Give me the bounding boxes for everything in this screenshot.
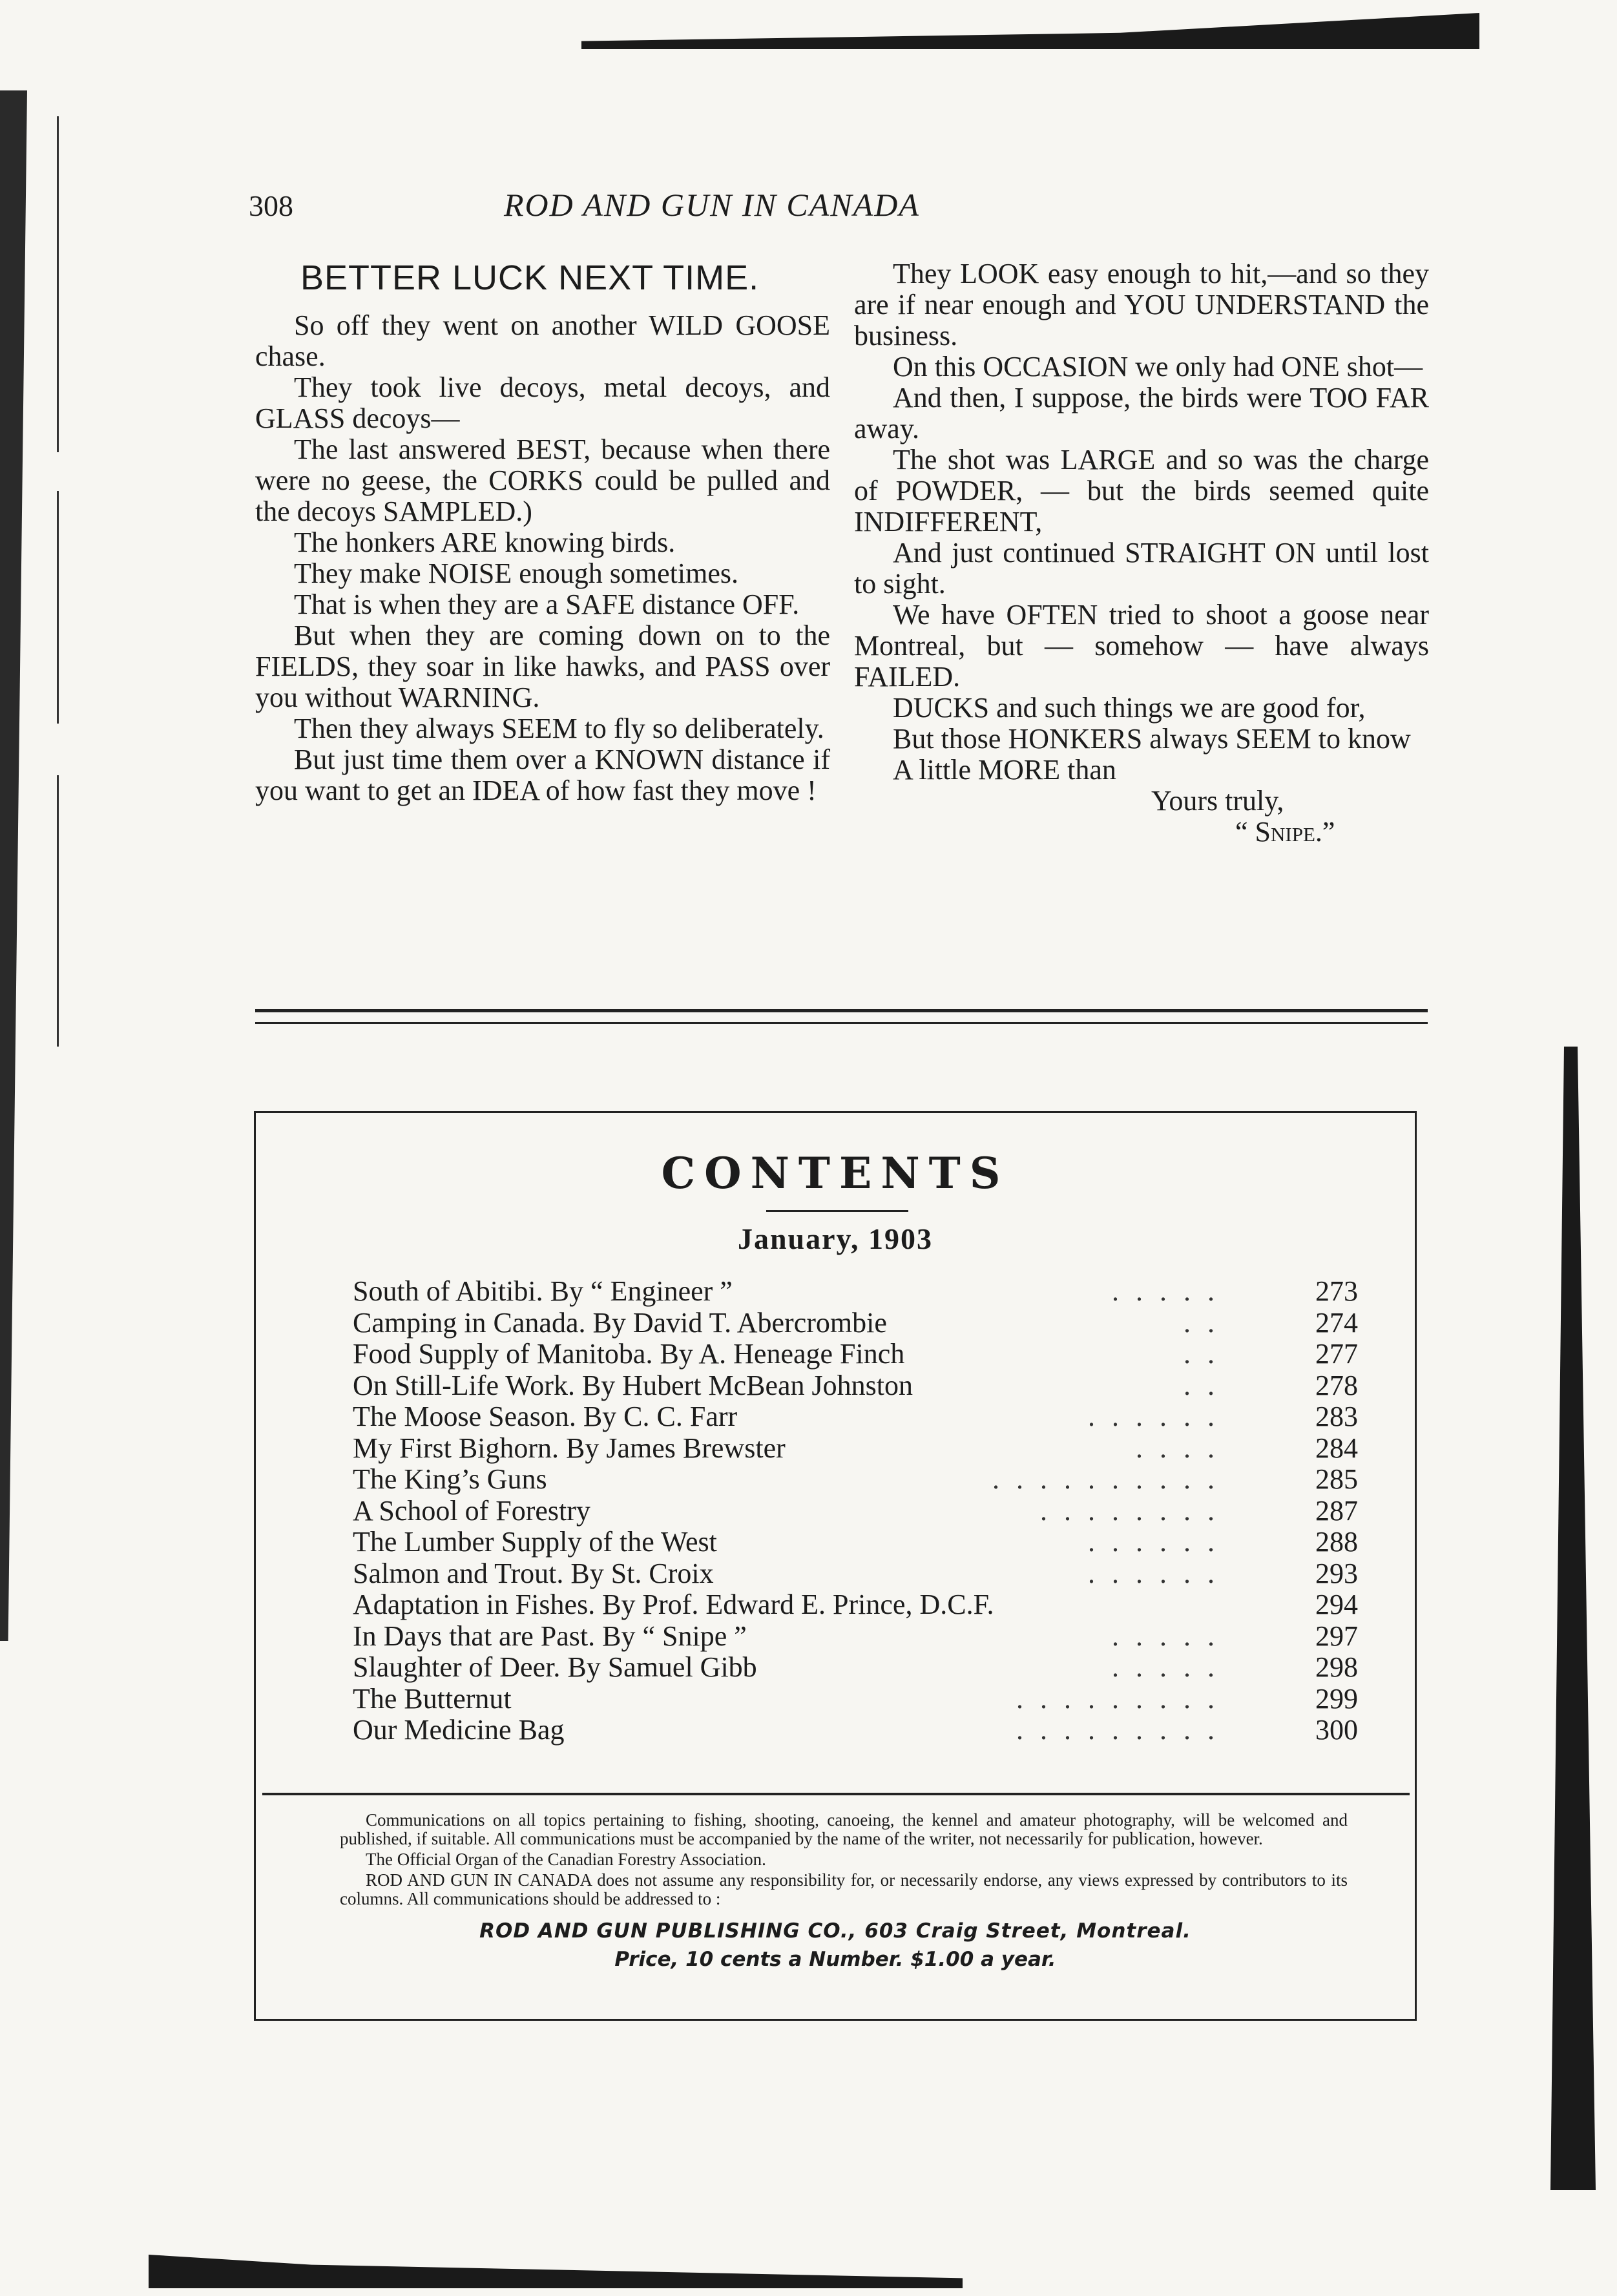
contents-title: CONTENTS: [661, 1148, 1010, 1198]
article-paragraph: The honkers ARE knowing birds.: [294, 527, 676, 558]
contents-date: January, 1903: [737, 1222, 934, 1255]
leader-dots: ........: [1040, 1494, 1231, 1527]
contents-entry-page: 277: [1315, 1338, 1358, 1370]
contents-box: [254, 1111, 1417, 2021]
contents-entry-page: 287: [1315, 1494, 1358, 1527]
contents-entry-title: South of Abitibi. By “ Engineer ”: [353, 1275, 733, 1307]
article-signoff: Yours truly,: [1151, 785, 1284, 817]
scan-mark: [57, 116, 59, 452]
contents-entry-page: 293: [1315, 1557, 1358, 1589]
page-number: 308: [249, 189, 293, 222]
leader-dots: ..........: [992, 1463, 1231, 1495]
leader-dots: ..: [1184, 1306, 1231, 1339]
notice-paragraph: The Official Organ of the Canadian Forestry Association.: [366, 1850, 766, 1869]
article-headline: BETTER LUCK NEXT TIME.: [300, 258, 760, 297]
scan-edge-top: [581, 13, 1479, 49]
contents-entry-title: On Still-Life Work. By Hubert McBean Johnston: [353, 1369, 913, 1401]
contents-list: [353, 1276, 1361, 1746]
notice-paragraph: Communications on all topics pertaining to fishing, shooting, canoeing, the kennel and amateur photography, will be welcomed and published, if suitable. All communications must be accompanied by the name of the writer, not necessarily for publication, however.: [340, 1810, 1348, 1848]
section-divider: [255, 1009, 1428, 1012]
article-paragraph: A little MORE than: [893, 754, 1116, 786]
contents-entry: [353, 1558, 1361, 1590]
article-left-column: [255, 253, 830, 806]
publisher-address: ROD AND GUN PUBLISHING CO., 603 Craig Street, Montreal.: [479, 1919, 1191, 1943]
article-paragraph: The last answered BEST, because when there were no geese, the CORKS could be pulled and the decoys SAMPLED.): [255, 433, 830, 527]
contents-entry-title: Slaughter of Deer. By Samuel Gibb: [353, 1651, 757, 1683]
contents-entry-page: 298: [1315, 1651, 1358, 1683]
contents-entry-title: The Moose Season. By C. C. Farr: [353, 1401, 738, 1432]
article-right-column: [854, 258, 1429, 848]
contents-entry: [353, 1276, 1361, 1308]
article-paragraph: Then they always SEEM to fly so deliberately.: [294, 713, 824, 744]
contents-entry-page: 283: [1315, 1401, 1358, 1432]
article-paragraph: But when they are coming down on to the FIELDS, they soar in like hawks, and PASS over you without WARNING.: [255, 620, 830, 713]
contents-divider: [262, 1793, 1410, 1795]
contents-entry: [353, 1308, 1361, 1339]
contents-entry-page: 273: [1315, 1275, 1358, 1307]
contents-entry-title: Our Medicine Bag: [353, 1714, 565, 1746]
scan-mark: [57, 491, 59, 724]
contents-entry-page: 297: [1315, 1620, 1358, 1652]
article-paragraph: So off they went on another WILD GOOSE chase.: [255, 309, 830, 372]
contents-entry-title: Camping in Canada. By David T. Abercrombie: [353, 1306, 887, 1339]
article-paragraph: On this OCCASION we only had ONE shot—: [893, 351, 1423, 382]
article-paragraph: That is when they are a SAFE distance OFF.: [294, 589, 800, 620]
contents-entry-title: The King’s Guns: [353, 1463, 547, 1495]
article-paragraph: And then, I suppose, the birds were TOO FAR away.: [854, 382, 1429, 444]
leader-dots: .....: [1112, 1620, 1231, 1652]
leader-dots: ....: [1136, 1432, 1231, 1464]
leader-dots: ..: [1184, 1338, 1231, 1370]
contents-entry: [353, 1370, 1361, 1402]
scan-edge-bottom: [149, 2255, 963, 2288]
article-paragraph: They took live decoys, metal decoys, and GLASS decoys—: [255, 371, 830, 434]
article-signature: “ Snipe.”: [1235, 816, 1335, 848]
running-head: ROD AND GUN IN CANADA: [504, 187, 920, 223]
contents-entry-page: 274: [1315, 1306, 1358, 1339]
leader-dots: ......: [1088, 1557, 1231, 1589]
leader-dots: ......: [1088, 1401, 1231, 1432]
contents-entry: [353, 1589, 1361, 1621]
article-paragraph: But just time them over a KNOWN distance if you want to get an IDEA of how fast they move !: [255, 744, 830, 806]
contents-entry-title: A School of Forestry: [353, 1494, 590, 1527]
leader-dots: ..: [1184, 1369, 1231, 1401]
contents-entry-page: 278: [1315, 1369, 1358, 1401]
article-paragraph: They LOOK easy enough to hit,—and so they are if near enough and YOU UNDERSTAND the business.: [854, 258, 1429, 351]
article-paragraph: We have OFTEN tried to shoot a goose near Montreal, but — somehow — have always FAILED.: [854, 599, 1429, 693]
price-line: Price, 10 cents a Number. $1.00 a year.: [614, 1948, 1056, 1971]
leader-dots: .....: [1112, 1651, 1231, 1683]
article-paragraph: And just continued STRAIGHT ON until lost to sight.: [854, 537, 1429, 600]
contents-entry-page: 285: [1315, 1463, 1358, 1495]
contents-entry: [353, 1401, 1361, 1433]
contents-title-rule: [766, 1210, 908, 1212]
contents-entry-title: Salmon and Trout. By St. Croix: [353, 1557, 714, 1589]
section-divider: [255, 1022, 1428, 1024]
article-paragraph: They make NOISE enough sometimes.: [294, 558, 738, 589]
article-paragraph: But those HONKERS always SEEM to know: [893, 723, 1411, 755]
contents-entry-title: Adaptation in Fishes. By Prof. Edward E. Prince, D.C.F.: [353, 1589, 994, 1620]
contents-entry-page: 300: [1315, 1714, 1358, 1746]
contents-entry: [353, 1464, 1361, 1496]
contents-entry: [353, 1527, 1361, 1558]
scan-mark: [57, 775, 59, 1047]
contents-entry: [353, 1684, 1361, 1715]
leader-dots: .........: [1016, 1682, 1231, 1715]
contents-entry-title: Food Supply of Manitoba. By A. Heneage Finch: [353, 1338, 905, 1370]
scan-edge-right: [1550, 1047, 1596, 2190]
contents-entry: [353, 1715, 1361, 1746]
contents-entry-page: 288: [1315, 1526, 1358, 1558]
leader-dots: .........: [1016, 1714, 1231, 1746]
contents-entry-title: My First Bighorn. By James Brewster: [353, 1432, 786, 1464]
scan-edge-left: [0, 90, 27, 1641]
contents-entry: [353, 1433, 1361, 1465]
notice-paragraph: ROD AND GUN IN CANADA does not assume any responsibility for, or necessarily endorse, any views expressed by contributors to its columns. All communications should be addressed to :: [340, 1870, 1348, 1908]
contents-entry-title: The Butternut: [353, 1682, 512, 1715]
contents-entry: [353, 1621, 1361, 1653]
contents-entry: [353, 1652, 1361, 1684]
leader-dots: .....: [1112, 1275, 1231, 1307]
leader-dots: ......: [1088, 1526, 1231, 1558]
article-paragraph: The shot was LARGE and so was the charge of POWDER, — but the birds seemed quite INDIFFERENT,: [854, 444, 1429, 537]
contents-entry-page: 299: [1315, 1682, 1358, 1715]
article-paragraph: DUCKS and such things we are good for,: [893, 692, 1366, 724]
contents-entry-page: 294: [1315, 1589, 1358, 1620]
contents-entry: [353, 1496, 1361, 1527]
publisher-notice: [340, 1811, 1348, 1910]
contents-entry-title: In Days that are Past. By “ Snipe ”: [353, 1620, 747, 1652]
contents-entry-title: The Lumber Supply of the West: [353, 1526, 717, 1558]
contents-entry-page: 284: [1315, 1432, 1358, 1464]
contents-entry: [353, 1339, 1361, 1370]
